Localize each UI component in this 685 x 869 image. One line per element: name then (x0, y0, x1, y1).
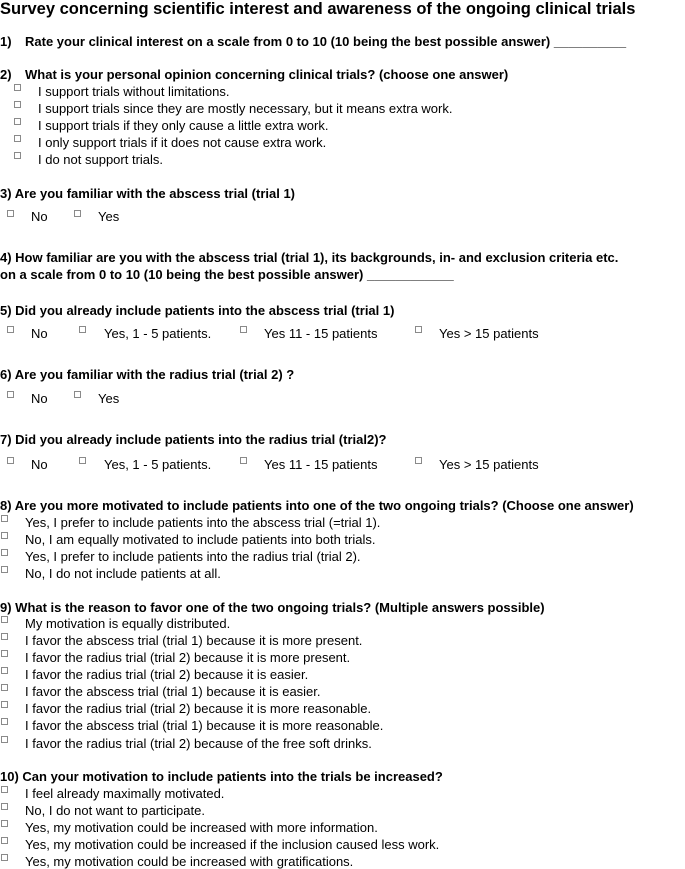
q2-option-5-checkbox[interactable] (14, 152, 21, 159)
q2-option-3-label: I support trials if they only cause a little extra work. (38, 118, 329, 133)
q6-yes-checkbox[interactable] (74, 391, 81, 398)
q2-option-4-label: I only support trials if it does not cause extra work. (38, 135, 327, 150)
q10-option-5-label: Yes, my motivation could be increased with gratifications. (25, 854, 354, 869)
q8-option-4-checkbox[interactable] (1, 566, 8, 573)
q9-option-3-label: I favor the radius trial (trial 2) because it is more present. (25, 650, 351, 665)
q3-yes-checkbox[interactable] (74, 210, 81, 217)
question-6-text: 6) Are you familiar with the radius trial (trial 2) ? (0, 367, 295, 382)
q10-option-1-checkbox[interactable] (1, 786, 8, 793)
q9-option-4-label: I favor the radius trial (trial 2) because it is easier. (25, 667, 309, 682)
question-5-text: 5) Did you already include patients into the abscess trial (trial 1) (0, 303, 395, 318)
q7-option-3-checkbox[interactable] (240, 457, 247, 464)
q10-option-4-checkbox[interactable] (1, 837, 8, 844)
q8-option-3-checkbox[interactable] (1, 549, 8, 556)
question-8-text: 8) Are you more motivated to include patients into one of the two ongoing trials? (Choose one answer) (0, 498, 634, 513)
q5-option-1-label: No (31, 326, 48, 341)
question-1-number: 1) (0, 34, 12, 49)
q10-option-2-label: No, I do not want to participate. (25, 803, 205, 818)
q10-option-3-label: Yes, my motivation could be increased with more information. (25, 820, 378, 835)
q8-option-3-label: Yes, I prefer to include patients into the radius trial (trial 2). (25, 549, 361, 564)
q2-option-1-checkbox[interactable] (14, 84, 21, 91)
q2-option-4-checkbox[interactable] (14, 135, 21, 142)
q9-option-8-label: I favor the radius trial (trial 2) because of the free soft drinks. (25, 736, 372, 751)
question-4-line-1: 4) How familiar are you with the abscess trial (trial 1), its backgrounds, in- and exclusion criteria etc. (0, 250, 619, 265)
question-4-line-2: on a scale from 0 to 10 (10 being the best possible answer) ____________ (0, 267, 454, 282)
q8-option-2-checkbox[interactable] (1, 532, 8, 539)
q5-option-3-label: Yes 11 - 15 patients (264, 326, 378, 341)
question-9-text: 9) What is the reason to favor one of the two ongoing trials? (Multiple answers possible) (0, 600, 545, 615)
q8-option-1-label: Yes, I prefer to include patients into the abscess trial (=trial 1). (25, 515, 381, 530)
q2-option-3-checkbox[interactable] (14, 118, 21, 125)
q9-option-3-checkbox[interactable] (1, 650, 8, 657)
q8-option-1-checkbox[interactable] (1, 515, 8, 522)
q5-option-2-label: Yes, 1 - 5 patients. (104, 326, 212, 341)
q5-option-4-checkbox[interactable] (415, 326, 422, 333)
q7-option-4-checkbox[interactable] (415, 457, 422, 464)
q2-option-1-label: I support trials without limitations. (38, 84, 230, 99)
q6-no-label: No (31, 391, 48, 406)
q7-option-2-label: Yes, 1 - 5 patients. (104, 457, 212, 472)
q9-option-8-checkbox[interactable] (1, 736, 8, 743)
q3-yes-label: Yes (98, 209, 120, 224)
q9-option-4-checkbox[interactable] (1, 667, 8, 674)
q6-yes-label: Yes (98, 391, 120, 406)
q9-option-5-checkbox[interactable] (1, 684, 8, 691)
q2-option-2-checkbox[interactable] (14, 101, 21, 108)
q10-option-2-checkbox[interactable] (1, 803, 8, 810)
q8-option-2-label: No, I am equally motivated to include patients into both trials. (25, 532, 376, 547)
survey-title: Survey concerning scientific interest and awareness of the ongoing clinical trials (0, 0, 636, 18)
q10-option-5-checkbox[interactable] (1, 854, 8, 861)
q3-no-checkbox[interactable] (7, 210, 14, 217)
q5-option-4-label: Yes > 15 patients (439, 326, 539, 341)
q10-option-3-checkbox[interactable] (1, 820, 8, 827)
q5-option-1-checkbox[interactable] (7, 326, 14, 333)
q7-option-1-checkbox[interactable] (7, 457, 14, 464)
q9-option-1-label: My motivation is equally distributed. (25, 616, 231, 631)
question-3-text: 3) Are you familiar with the abscess trial (trial 1) (0, 186, 296, 201)
q3-no-label: No (31, 209, 48, 224)
q9-option-2-label: I favor the abscess trial (trial 1) because it is more present. (25, 633, 363, 648)
q9-option-1-checkbox[interactable] (1, 616, 8, 623)
q10-option-1-label: I feel already maximally motivated. (25, 786, 225, 801)
q2-option-5-label: I do not support trials. (38, 152, 164, 167)
q7-option-1-label: No (31, 457, 48, 472)
q5-option-2-checkbox[interactable] (79, 326, 86, 333)
q10-option-4-label: Yes, my motivation could be increased if the inclusion caused less work. (25, 837, 440, 852)
question-2-number: 2) (0, 67, 12, 82)
q6-no-checkbox[interactable] (7, 391, 14, 398)
q8-option-4-label: No, I do not include patients at all. (25, 566, 221, 581)
question-7-text: 7) Did you already include patients into the radius trial (trial2)? (0, 432, 387, 447)
q9-option-2-checkbox[interactable] (1, 633, 8, 640)
q2-option-2-label: I support trials since they are mostly necessary, but it means extra work. (38, 101, 453, 116)
q7-option-2-checkbox[interactable] (79, 457, 86, 464)
q9-option-7-label: I favor the abscess trial (trial 1) because it is more reasonable. (25, 718, 384, 733)
q7-option-4-label: Yes > 15 patients (439, 457, 539, 472)
q9-option-7-checkbox[interactable] (1, 718, 8, 725)
q9-option-6-label: I favor the radius trial (trial 2) because it is more reasonable. (25, 701, 372, 716)
question-10-text: 10) Can your motivation to include patients into the trials be increased? (0, 769, 443, 784)
q9-option-6-checkbox[interactable] (1, 701, 8, 708)
q9-option-5-label: I favor the abscess trial (trial 1) because it is easier. (25, 684, 321, 699)
q7-option-3-label: Yes 11 - 15 patients (264, 457, 378, 472)
q5-option-3-checkbox[interactable] (240, 326, 247, 333)
question-2-text: What is your personal opinion concerning clinical trials? (choose one answer) (25, 67, 509, 82)
question-1-text: Rate your clinical interest on a scale from 0 to 10 (10 being the best possible answer) __________ (25, 34, 627, 49)
